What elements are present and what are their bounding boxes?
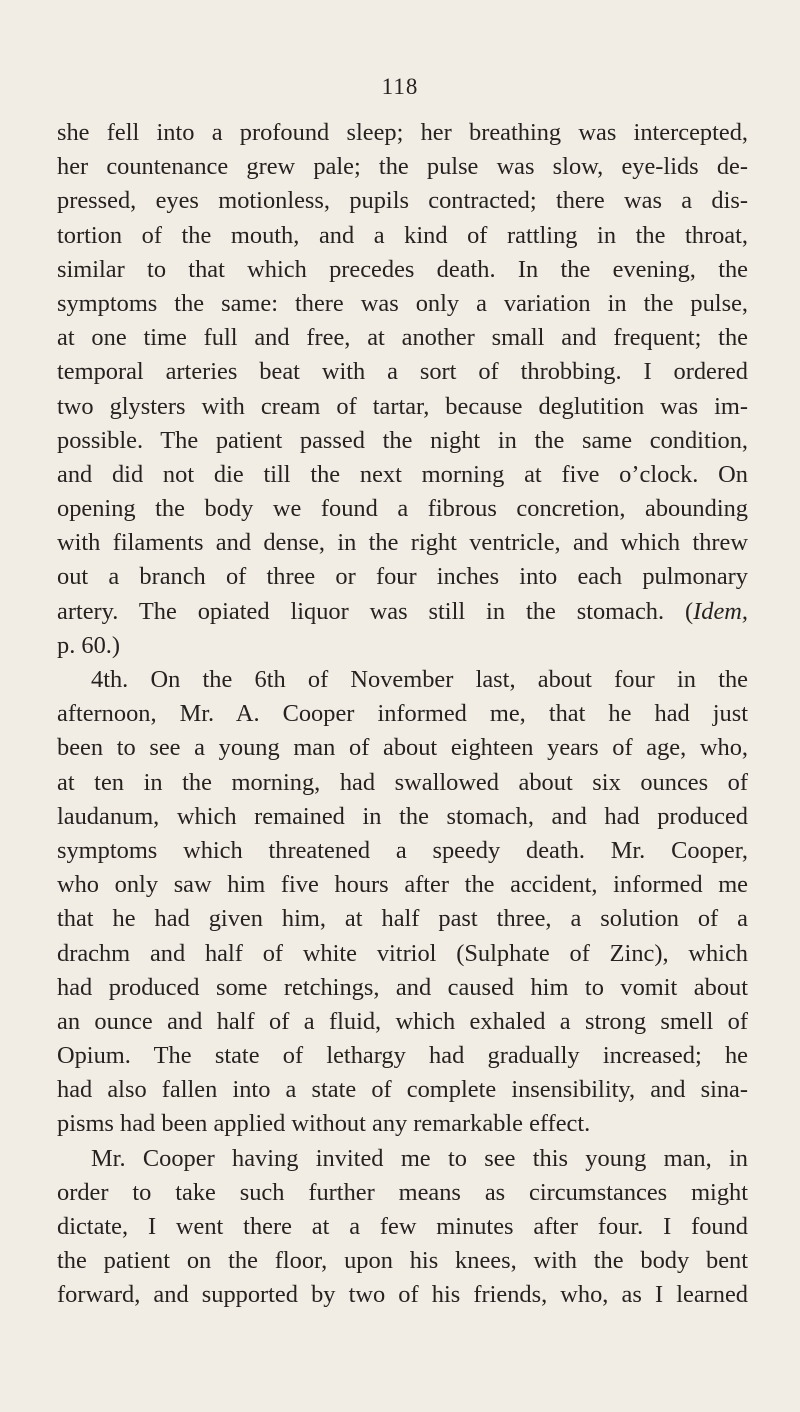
text-line: out a branch of three or four inches into each pulmonary	[57, 563, 748, 591]
text-line: order to take such further means as circumstances might	[57, 1178, 748, 1206]
text-line: that he had given him, at half past three, a solution of a	[57, 905, 748, 933]
citation-lead: artery. The opiated liquor was still in the stomach. (	[57, 597, 694, 625]
text-line: symptoms which threatened a speedy death. Mr. Cooper,	[57, 836, 748, 864]
text-line: who only saw him five hours after the accident, informed me	[57, 871, 748, 899]
text-line: temporal arteries beat with a sort of throbbing. I ordered	[57, 358, 748, 386]
text-line: similar to that which precedes death. In the evening, the	[57, 255, 748, 283]
text-line: the patient on the floor, upon his knees, with the body bent	[57, 1247, 748, 1275]
text-line: symptoms the same: there was only a variation in the pulse,	[57, 289, 748, 317]
text-line: possible. The patient passed the night in the same condition,	[57, 426, 748, 454]
page-number: 118	[381, 74, 419, 99]
text-line: had produced some retchings, and caused him to vomit about	[57, 973, 748, 1001]
text-line: drachm and half of white vitriol (Sulphate of Zinc), which	[57, 939, 748, 967]
text-line: tortion of the mouth, and a kind of rattling in the throat,	[57, 221, 748, 249]
text-line: dictate, I went there at a few minutes after four. I found	[57, 1213, 748, 1240]
text-line-citation-page: p. 60.)	[57, 631, 121, 659]
citation-idem: Idem,	[693, 597, 748, 625]
text-line-paragraph-start: 4th. On the 6th of November last, about four in the	[91, 666, 748, 693]
text-line-paragraph-end: pisms had been applied without any remarkable effect.	[57, 1110, 591, 1138]
text-line: at ten in the morning, had swallowed about six ounces of	[57, 768, 748, 796]
text-line: pressed, eyes motionless, pupils contracted; there was a dis-	[57, 187, 748, 215]
text-line: an ounce and half of a fluid, which exhaled a strong smell of	[57, 1007, 748, 1035]
text-line: at one time full and free, at another small and frequent; the	[57, 324, 748, 352]
text-line: had also fallen into a state of complete insensibility, and sina-	[57, 1076, 748, 1104]
text-line: and did not die till the next morning at five o’clock. On	[57, 460, 748, 488]
text-line: afternoon, Mr. A. Cooper informed me, that he had just	[57, 700, 748, 728]
text-line: opening the body we found a fibrous concretion, abounding	[57, 495, 748, 523]
text-line: laudanum, which remained in the stomach, and had produced	[57, 802, 748, 830]
text-line: she fell into a profound sleep; her breathing was intercepted,	[57, 119, 748, 146]
body-text	[57, 116, 748, 1313]
text-line: Opium. The state of lethargy had gradually increased; he	[57, 1042, 748, 1070]
text-line: her countenance grew pale; the pulse was slow, eye-lids de-	[57, 153, 748, 181]
text-line: with filaments and dense, in the right ventricle, and which threw	[57, 529, 748, 557]
text-line: forward, and supported by two of his friends, who, as I learned	[57, 1281, 748, 1309]
text-line: been to see a young man of about eighteen years of age, who,	[57, 734, 748, 762]
text-line-paragraph-start: Mr. Cooper having invited me to see this young man, in	[91, 1144, 748, 1172]
text-line-citation	[57, 595, 748, 629]
text-line: two glysters with cream of tartar, because deglutition was im-	[57, 392, 748, 420]
